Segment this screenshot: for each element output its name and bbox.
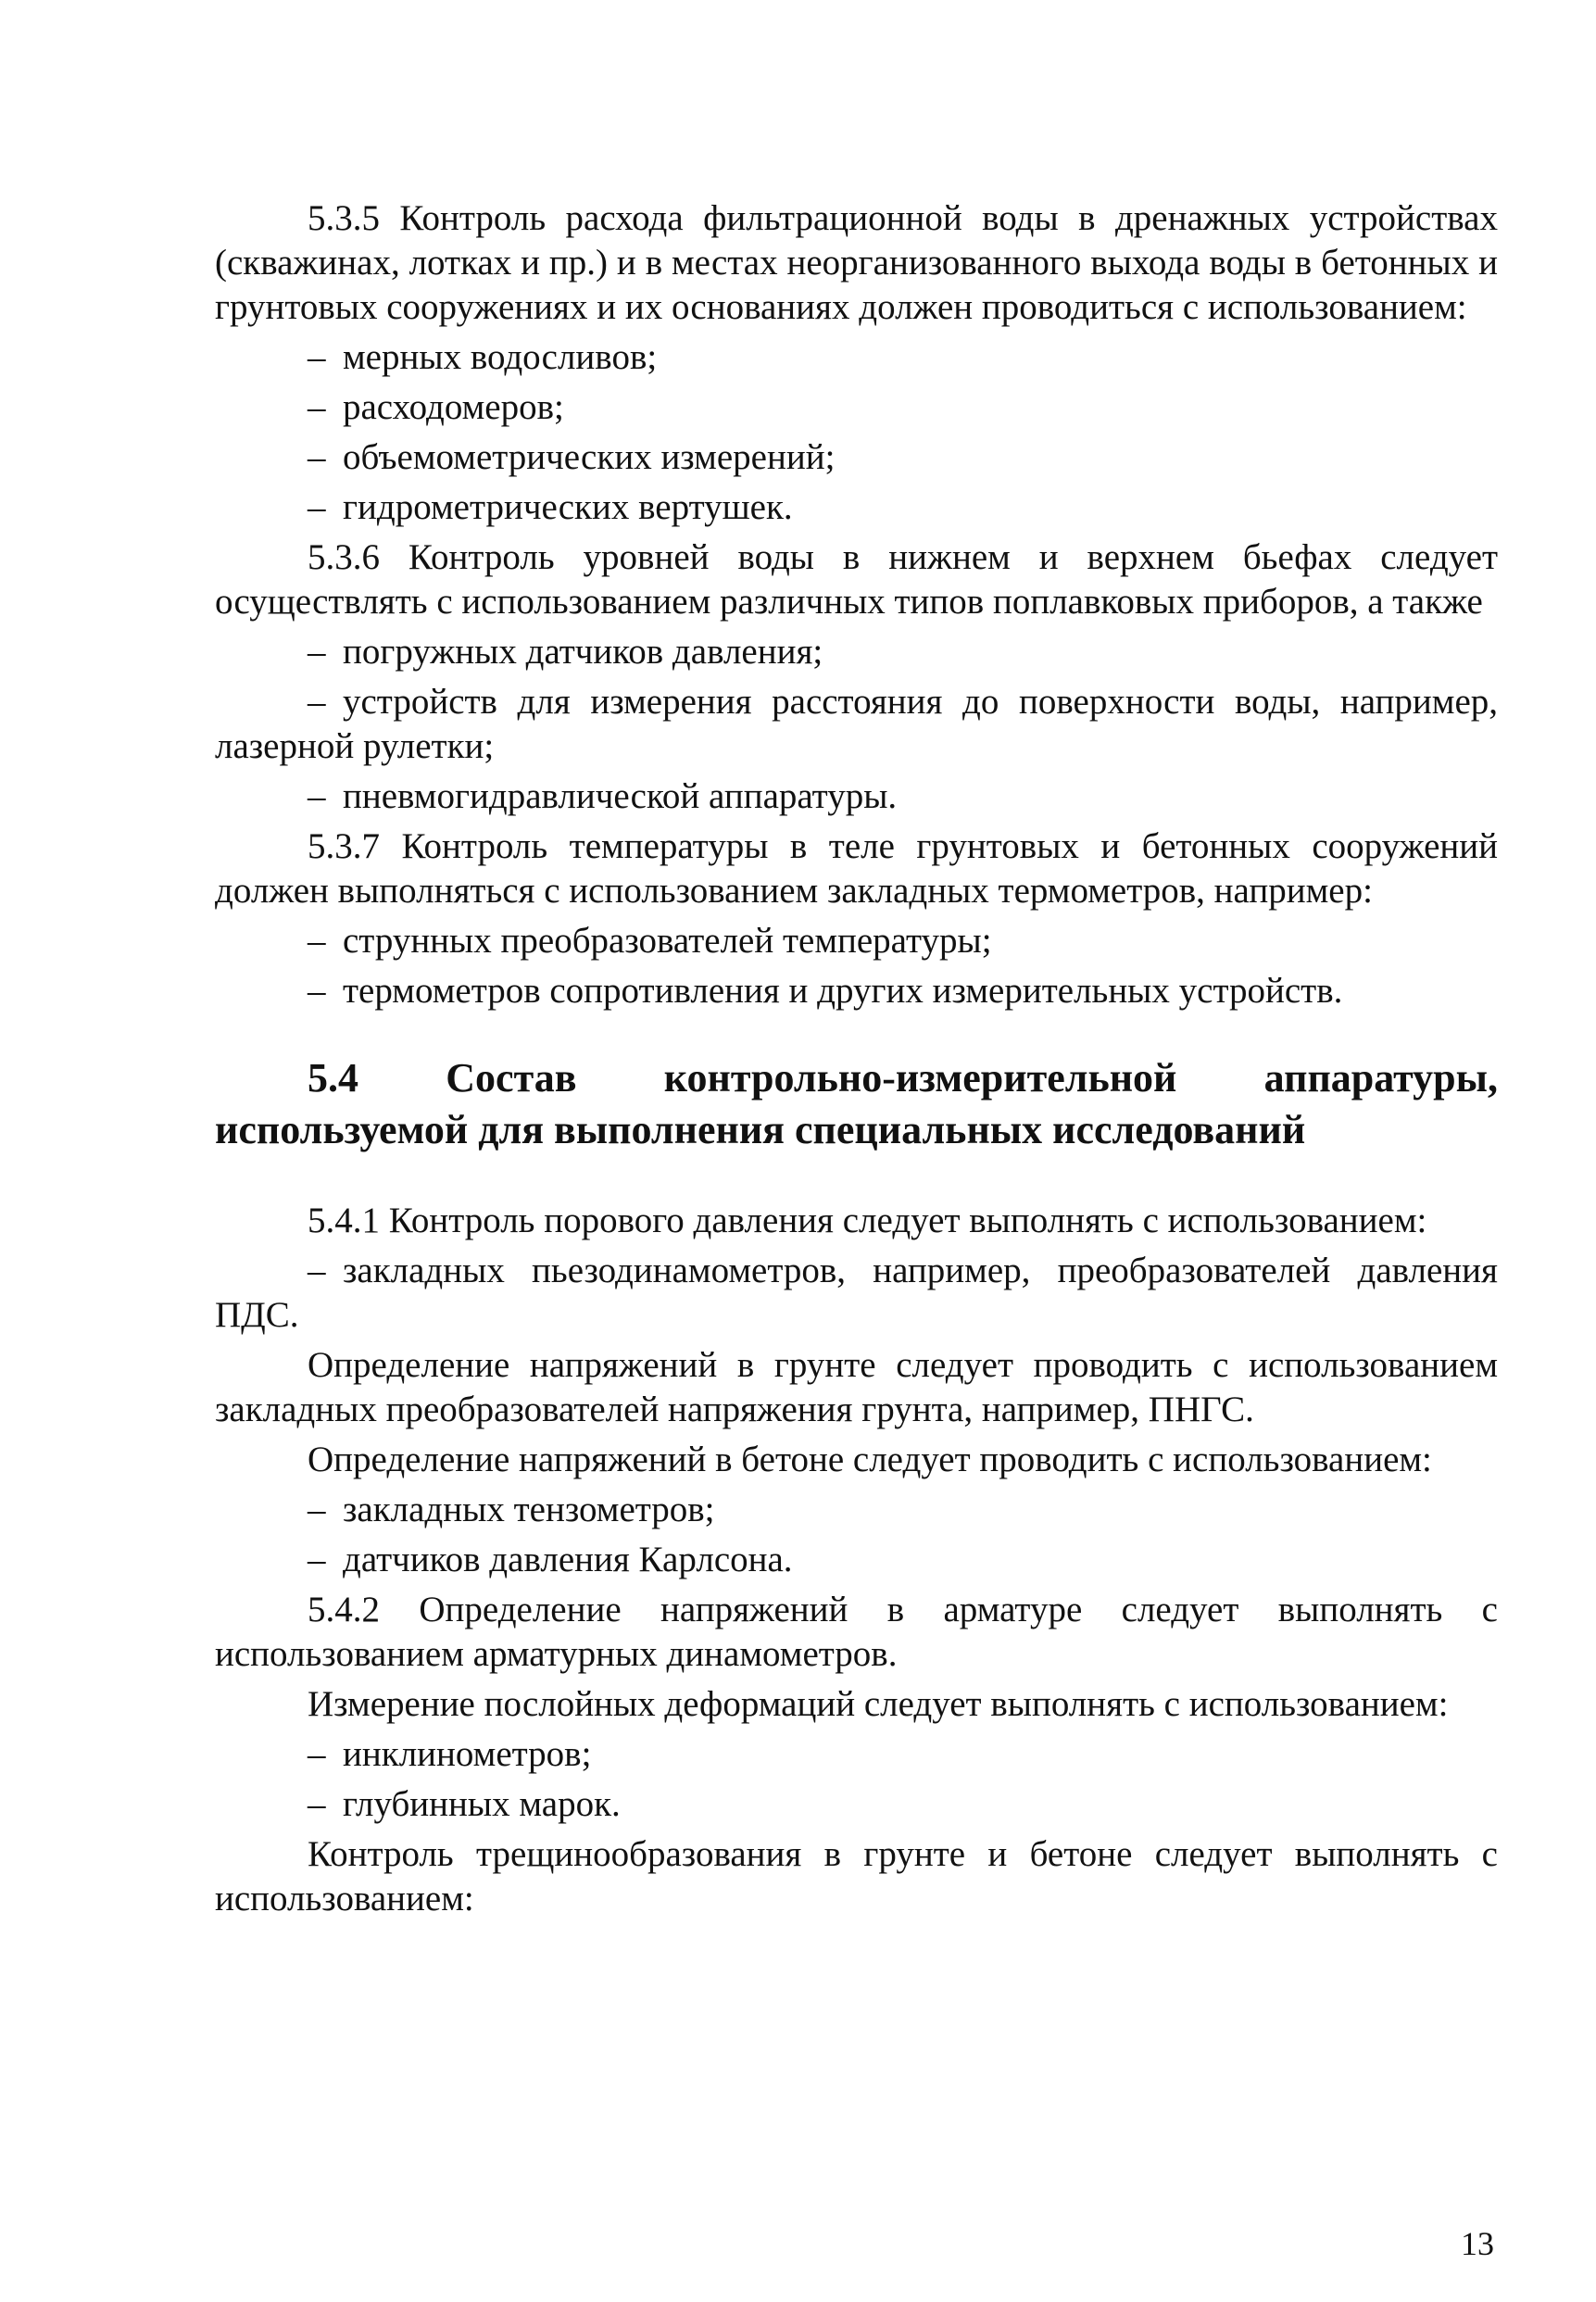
list-item	[308, 385, 1498, 430]
list-item	[308, 485, 1498, 530]
paragraph-concrete-stress: Определение напряжений в бетоне следует проводить с использованием:	[308, 1440, 1432, 1479]
list-item	[308, 969, 1498, 1013]
list-item-text: закладных тензометров;	[343, 1490, 715, 1529]
list-item-text: инклинометров;	[343, 1734, 592, 1774]
list-item-text: датчиков давления Карлсона.	[343, 1540, 793, 1579]
list-item	[308, 435, 1498, 480]
paragraph-5-4-2: 5.4.2 Определение напряжений в арматуре следует выполнять с использованием арматурных динамометров.	[215, 1590, 1498, 1674]
dash-bullet: –	[308, 971, 326, 1011]
dash-bullet: –	[308, 682, 326, 722]
list-item	[308, 335, 1498, 380]
paragraph-5-4-1: 5.4.1 Контроль порового давления следует выполнять с использованием:	[308, 1201, 1427, 1240]
paragraph-soil-stress: Определение напряжений в грунте следует проводить с использованием закладных преобразователей напряжения грунта, например, ПНГС.	[215, 1345, 1498, 1429]
list-item-text: объемометрических измерений;	[343, 437, 836, 477]
list-item-text: расходомеров;	[343, 387, 564, 427]
dash-bullet: –	[308, 921, 326, 961]
paragraph-5-3-5: 5.3.5 Контроль расхода фильтрационной воды в дренажных устройствах (скважинах, лотках и пр.) и в местах неорганизованного выхода воды в бетонных и грунтовых сооружениях и их основаниях должен проводиться с использованием:	[215, 198, 1498, 327]
paragraph-layer-deformation: Измерение послойных деформаций следует выполнять с использованием:	[308, 1684, 1449, 1724]
list-item	[308, 1732, 1498, 1777]
dash-bullet: –	[308, 487, 326, 527]
list-item	[308, 1538, 1498, 1582]
paragraph-cracking: Контроль трещинообразования в грунте и бетоне следует выполнять с использованием:	[215, 1834, 1498, 1918]
list-item-text: пневмогидравлической аппаратуры.	[343, 776, 898, 816]
list-item	[308, 774, 1498, 819]
list-item	[215, 1249, 1498, 1338]
list-item-text: струнных преобразователей температуры;	[343, 921, 992, 961]
dash-bullet: –	[308, 387, 326, 427]
dash-bullet: –	[308, 1251, 326, 1290]
list-item	[215, 680, 1498, 769]
list-item-text: гидрометрических вертушек.	[343, 487, 793, 527]
section-heading-5-4: 5.4 Состав контрольно-измерительной аппаратуры, используемой для выполнения специальных исследований	[215, 1055, 1498, 1152]
list-item-text: мерных водосливов;	[343, 337, 658, 377]
paragraph-5-3-6: 5.3.6 Контроль уровней воды в нижнем и верхнем бьефах следует осуществлять с использованием различных типов поплавковых приборов, а также	[215, 537, 1498, 622]
list-item-text: устройств для измерения расстояния до поверхности воды, например, лазерной рулетки;	[215, 682, 1498, 766]
list-item-text: закладных пьезодинамометров, например, преобразователей давления ПДС.	[215, 1251, 1498, 1335]
dash-bullet: –	[308, 437, 326, 477]
page-number: 13	[1461, 2225, 1494, 2262]
dash-bullet: –	[308, 1540, 326, 1579]
list-item	[308, 919, 1498, 963]
list-item-text: глубинных марок.	[343, 1784, 621, 1824]
list-item	[308, 1782, 1498, 1827]
list-item	[308, 1488, 1498, 1532]
dash-bullet: –	[308, 1490, 326, 1529]
list-item-text: термометров сопротивления и других измерительных устройств.	[343, 971, 1343, 1011]
page-content	[215, 196, 1498, 1921]
dash-bullet: –	[308, 632, 326, 672]
paragraph-5-3-7: 5.3.7 Контроль температуры в теле грунтовых и бетонных сооружений должен выполняться с использованием закладных термометров, например:	[215, 826, 1498, 911]
list-item	[308, 630, 1498, 674]
dash-bullet: –	[308, 1784, 326, 1824]
dash-bullet: –	[308, 1734, 326, 1774]
list-item-text: погружных датчиков давления;	[343, 632, 823, 672]
dash-bullet: –	[308, 776, 326, 816]
dash-bullet: –	[308, 337, 326, 377]
